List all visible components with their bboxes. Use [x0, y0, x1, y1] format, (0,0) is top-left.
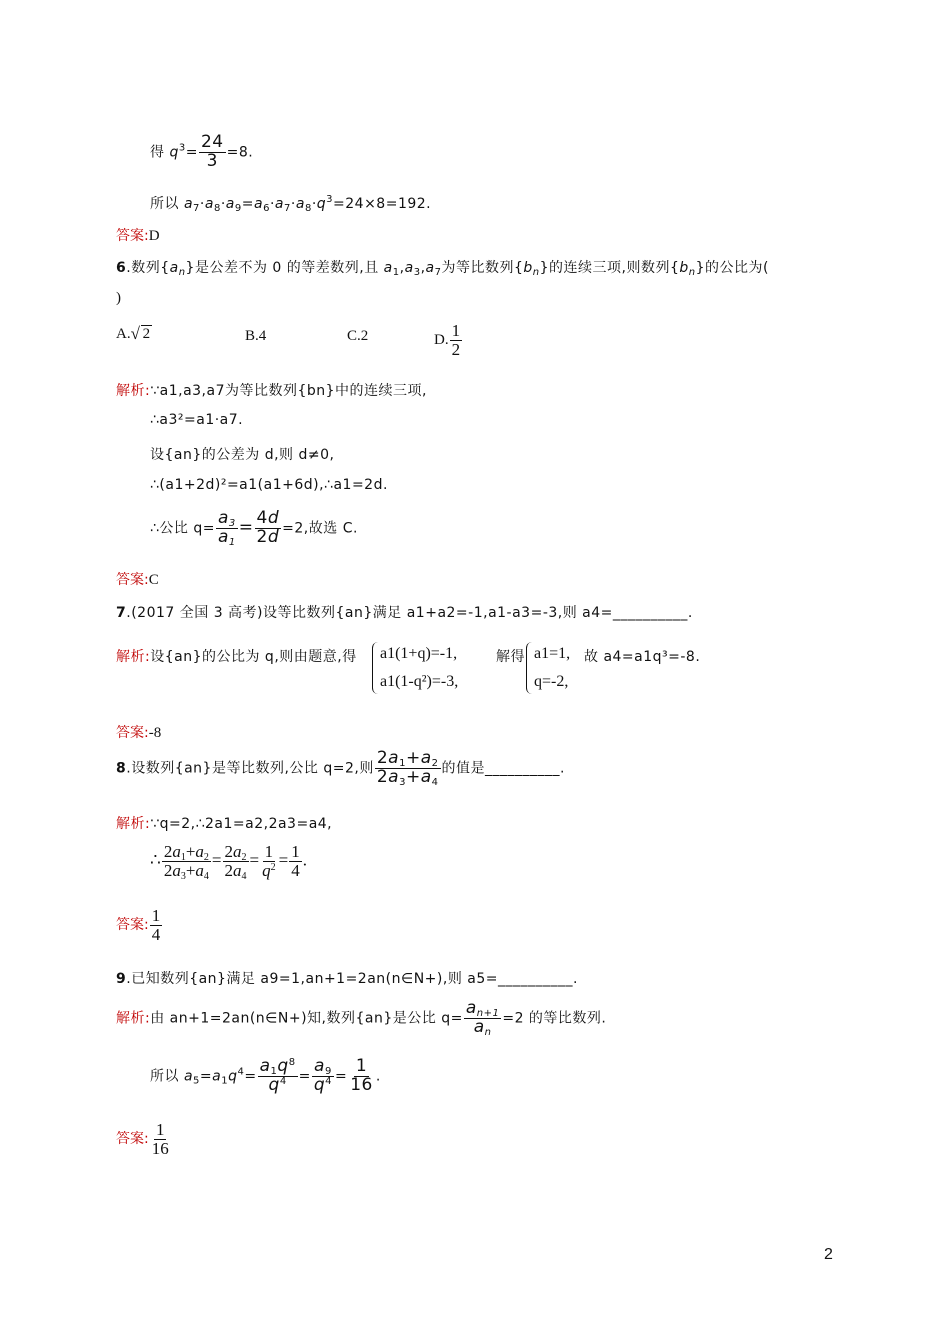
answer-7: 答案:-8 — [116, 725, 162, 741]
answer-8: 答案: $\frac{1}{4}$ — [116, 906, 161, 944]
question-6-cont: ) — [116, 290, 121, 306]
solution-6-line-3: 设{an}的公差为 d,则 d≠0, — [150, 447, 335, 463]
solution-6-line-5: ∴公比 q= $\frac{a_3}{a_1}$ = $\frac{4d}{2d}$ =2,故选 C. — [150, 508, 358, 548]
page-number: 2 — [824, 1246, 833, 1263]
derivation-q3: 得 $q^3=$ $\frac{24}{3}$ =8. — [150, 132, 254, 171]
option-d: D. $\frac{1}{2}$ — [434, 321, 461, 359]
sqrt-icon: √ 2 — [130, 324, 151, 343]
solution-8-line-2: ∴ $\frac{2a_1+a_2}{2a_3+a_4}$ = $\frac{2a_2}{2a_4}$ = $\frac{1}{q^2}$ = $\frac{1}{4}$ . — [150, 842, 307, 882]
question-9: 9.已知数列{an}满足 a9=1,an+1=2an(n∈N+),则 a5=__________. — [116, 971, 578, 987]
solution-7-result: 故 a4=a1q³=-8. — [584, 649, 701, 665]
solve-label: 解得 — [496, 649, 525, 665]
option-b: B.4 — [245, 328, 267, 344]
brace-system-2 — [526, 642, 533, 694]
equation-7-3: a1=1, — [534, 645, 571, 662]
derivation-product: 所以 $a_7\cdot a_8\cdot a_9=a_6\cdot a_7\cdot a_8\cdot q^3=24\times 8=192$. — [150, 194, 432, 214]
solution-6-line-4: ∴(a1+2d)²=a1(a1+6d),∴a1=2d. — [150, 477, 388, 493]
brace-system-1 — [372, 642, 379, 694]
question-7: 7.(2017 全国 3 高考)设等比数列{an}满足 a1+a2=-1,a1-a3=-3,则 a4=__________. — [116, 605, 693, 621]
fraction-24-3: $\frac{24}{3}$ — [200, 132, 224, 171]
equation-7-4: q=-2, — [534, 673, 569, 690]
answer-9: 答案: $\frac{1}{16}$ — [116, 1120, 169, 1158]
question-8: 8.设数列{an}是等比数列,公比 q=2,则 $\frac{2a_1+a_2}{2a_3+a_4}$ 的值是__________. — [116, 748, 565, 788]
answer-5: 答案:D — [116, 228, 160, 244]
option-c: C.2 — [347, 328, 369, 344]
solution-6-line-1: 解析:∵a1,a3,a7为等比数列{bn}中的连续三项, — [116, 383, 428, 399]
equation-7-1: a1(1+q)=-1, — [380, 645, 458, 662]
option-a: A. √ 2 — [116, 324, 151, 343]
solution-6-line-2: ∴a3²=a1·a7. — [150, 412, 244, 428]
solution-8-line-1: 解析:∵q=2,∴2a1=a2,2a3=a4, — [116, 816, 333, 832]
solution-9-line-1: 解析:由 an+1=2an(n∈N+)知,数列{an}是公比 q= $\frac{a_{n+1}}{a_n}$ =2 的等比数列. — [116, 998, 607, 1038]
solution-7: 解析:设{an}的公比为 q,则由题意,得 — [116, 649, 357, 665]
answer-6: 答案:C — [116, 572, 159, 588]
solution-9-line-2: 所以 $a_5=a_1q^4=$ $\frac{a_1q^8}{q^4}$ = $\frac{a_9}{q^4}$ = $\frac{1}{16}$ . — [150, 1056, 381, 1095]
equation-7-2: a1(1-q²)=-3, — [380, 673, 459, 690]
question-6: 6.数列$\{a_n\}$是公差不为 0 的等差数列,且 $a_1,a_3,a_7$为等比数列$\{b_n\}$的连续三项,则数列$\{b_n\}$的公比为( — [116, 260, 770, 278]
